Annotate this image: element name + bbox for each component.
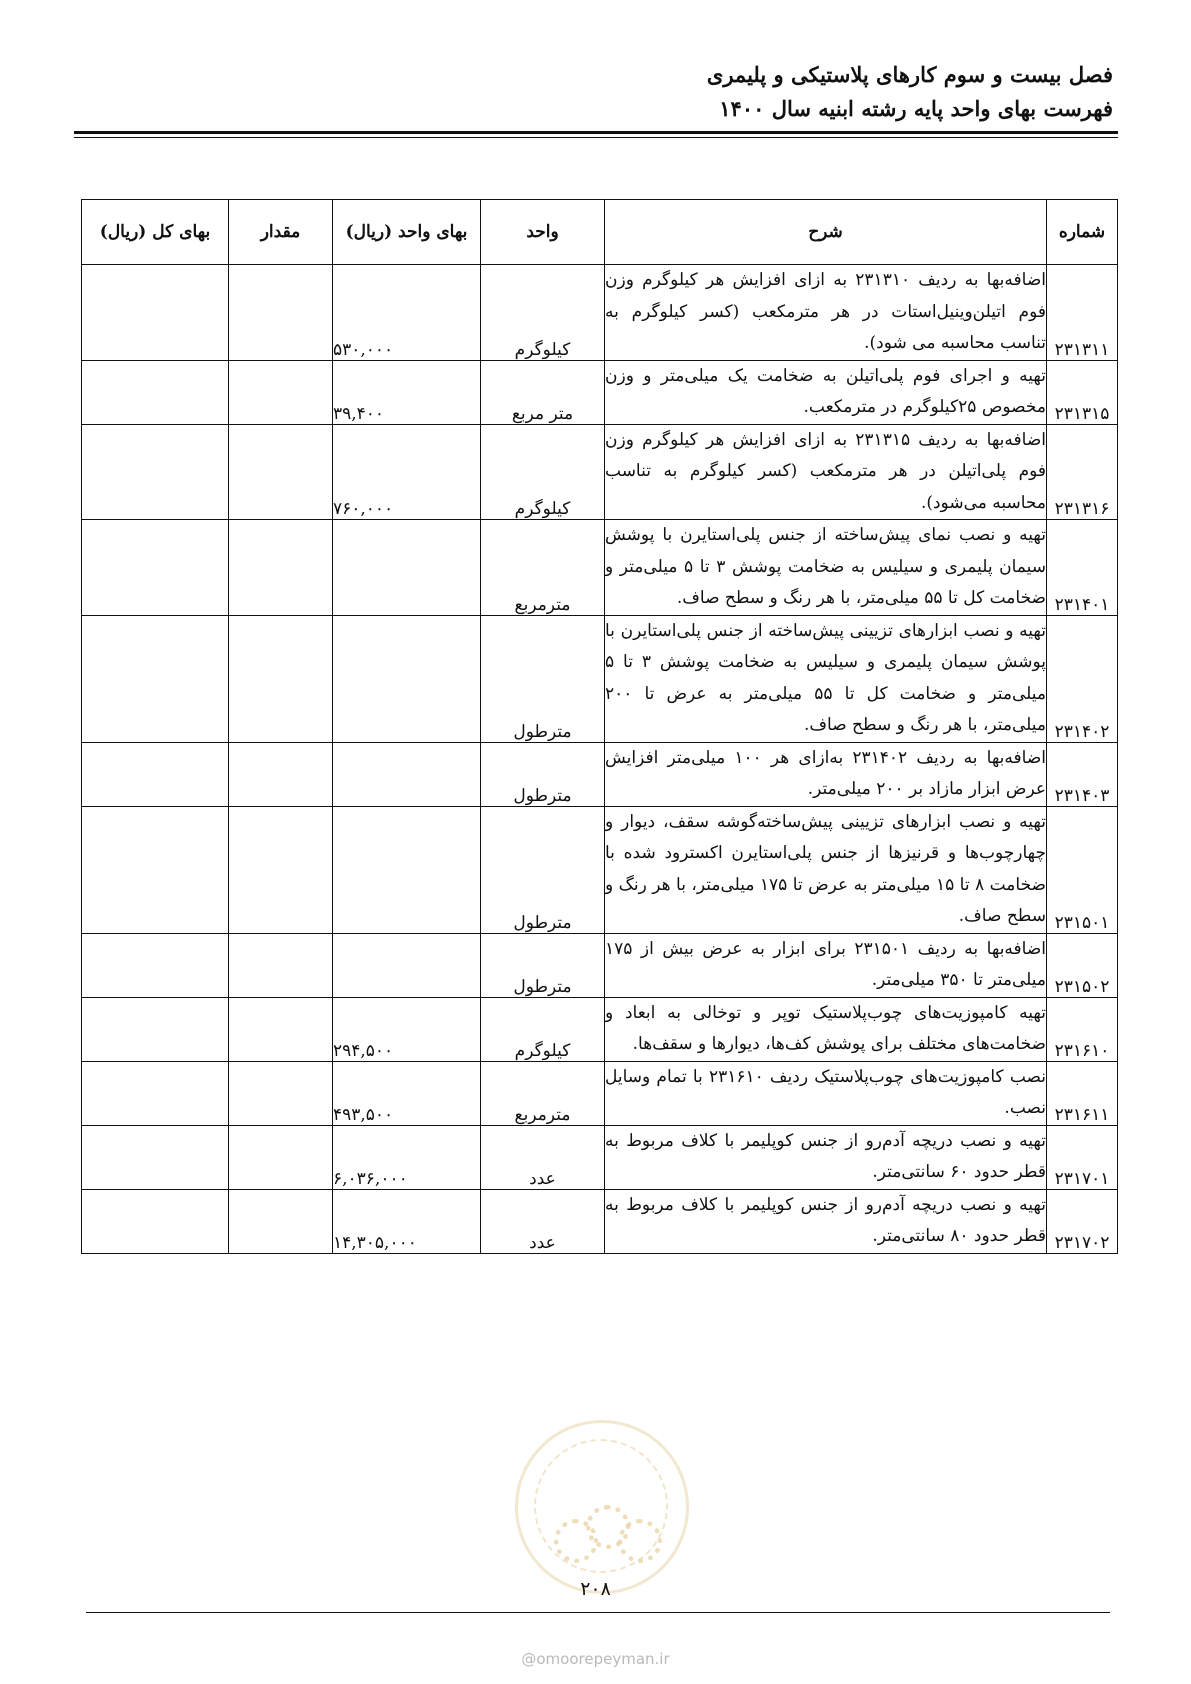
row-quantity — [229, 1189, 333, 1253]
row-unit: کیلوگرم — [481, 424, 605, 520]
row-quantity — [229, 424, 333, 520]
row-total-price — [82, 1125, 229, 1189]
row-unit-price: ۳۹,۴۰۰ — [333, 360, 481, 424]
row-unit-price: ۴۹۳,۵۰۰ — [333, 1061, 481, 1125]
row-unit-price: ۷۶۰,۰۰۰ — [333, 424, 481, 520]
row-code: ۲۳۱۳۱۱ — [1047, 265, 1118, 361]
row-unit-price: ۲۹۴,۵۰۰ — [333, 997, 481, 1061]
row-unit-price — [333, 806, 481, 933]
row-description: تهیه و نصب دریچه آدم‌رو از جنس کوپلیمر با کلاف مربوط به قطر حدود ۶۰ سانتی‌متر. — [605, 1125, 1047, 1189]
row-description: نصب کامپوزیت‌های چوب‌پلاستیک ردیف ۲۳۱۶۱۰ با تمام وسایل نصب. — [605, 1061, 1047, 1125]
column-header-total-price: بهای کل (ریال) — [82, 200, 229, 265]
table-row — [82, 1061, 1118, 1125]
row-quantity — [229, 806, 333, 933]
row-description: اضافه‌بها به ردیف ۲۳۱۵۰۱ برای ابزار به عرض بیش از ۱۷۵ میلی‌متر تا ۳۵۰ میلی‌متر. — [605, 933, 1047, 997]
row-quantity — [229, 933, 333, 997]
row-description: تهیه کامپوزیت‌های چوب‌پلاستیک توپر و توخالی به ابعاد و ضخامت‌های مختلف برای پوشش کف‌ها، دیوارها و سقف‌ها. — [605, 997, 1047, 1061]
row-code: ۲۳۱۳۱۵ — [1047, 360, 1118, 424]
gear-icon — [618, 1519, 662, 1563]
row-unit: مترطول — [481, 933, 605, 997]
row-description: تهیه و اجرای فوم پلی‌اتیلن به ضخامت یک میلی‌متر و وزن مخصوص ۲۵کیلوگرم در مترمکعب. — [605, 360, 1047, 424]
publisher-seal-watermark — [515, 1420, 689, 1594]
row-total-price — [82, 997, 229, 1061]
table-body — [82, 265, 1118, 1254]
watermark-url: @omoorepeyman.ir — [521, 1650, 670, 1668]
row-unit-price: ۱۴,۳۰۵,۰۰۰ — [333, 1189, 481, 1253]
row-quantity — [229, 520, 333, 616]
price-table — [81, 199, 1118, 1254]
row-unit: عدد — [481, 1125, 605, 1189]
row-code: ۲۳۱۷۰۲ — [1047, 1189, 1118, 1253]
row-unit-price — [333, 520, 481, 616]
row-quantity — [229, 742, 333, 806]
page-header — [83, 58, 1113, 126]
row-quantity — [229, 997, 333, 1061]
row-description: تهیه و نصب ابزارهای تزیینی پیش‌ساخته از جنس پلی‌استایرن با پوشش سیمان پلیمری و سیلیس به ضخامت پوشش ۳ تا ۵ میلی‌متر و ضخامت کل تا ۵۵ میلی‌متر به عرض تا ۲۰۰ میلی‌متر، با هر رنگ و سطح صاف. — [605, 615, 1047, 742]
row-quantity — [229, 360, 333, 424]
row-unit-price — [333, 933, 481, 997]
table-row — [82, 933, 1118, 997]
row-code: ۲۳۱۳۱۶ — [1047, 424, 1118, 520]
row-code: ۲۳۱۴۰۳ — [1047, 742, 1118, 806]
row-unit: کیلوگرم — [481, 997, 605, 1061]
row-code: ۲۳۱۶۱۰ — [1047, 997, 1118, 1061]
footer-rule — [86, 1612, 1110, 1613]
row-unit: متر مربع — [481, 360, 605, 424]
row-unit-price: ۶,۰۳۶,۰۰۰ — [333, 1125, 481, 1189]
row-unit: مترطول — [481, 806, 605, 933]
chapter-title: فصل بیست و سوم کارهای پلاستیکی و پلیمری — [706, 62, 1113, 87]
header-rule-thick — [74, 131, 1118, 134]
header-rule-thin — [74, 137, 1118, 138]
column-header-unit-price: بهای واحد (ریال) — [333, 200, 481, 265]
row-description: اضافه‌بها به ردیف ۲۳۱۴۰۲ به‌ازای هر ۱۰۰ میلی‌متر افزایش عرض ابزار مازاد بر ۲۰۰ میلی‌متر. — [605, 742, 1047, 806]
table-row — [82, 742, 1118, 806]
row-quantity — [229, 265, 333, 361]
table-row — [82, 806, 1118, 933]
row-description: تهیه و نصب ابزارهای تزیینی پیش‌ساخته‌گوشه سقف، دیوار و چهارچوب‌ها و قرنیزها از جنس پلی‌استایرن اکسترود شده با ضخامت ۸ تا ۱۵ میلی‌متر به عرض تا ۱۷۵ میلی‌متر، با هر رنگ و سطح صاف. — [605, 806, 1047, 933]
row-description: تهیه و نصب دریچه آدم‌رو از جنس کوپلیمر با کلاف مربوط به قطر حدود ۸۰ سانتی‌متر. — [605, 1189, 1047, 1253]
row-total-price — [82, 1189, 229, 1253]
table-row — [82, 424, 1118, 520]
row-total-price — [82, 742, 229, 806]
table-row — [82, 520, 1118, 616]
row-unit-price — [333, 742, 481, 806]
row-code: ۲۳۱۷۰۱ — [1047, 1125, 1118, 1189]
table-header-row — [82, 200, 1118, 265]
table-row — [82, 265, 1118, 361]
row-unit-price: ۵۳۰,۰۰۰ — [333, 265, 481, 361]
row-code: ۲۳۱۶۱۱ — [1047, 1061, 1118, 1125]
row-total-price — [82, 265, 229, 361]
row-unit: کیلوگرم — [481, 265, 605, 361]
table-row — [82, 997, 1118, 1061]
row-description: اضافه‌بها به ردیف ۲۳۱۳۱۰ به ازای افزایش هر کیلوگرم وزن فوم اتیلن‌وینیل‌استات در هر مترمکعب (کسر کیلوگرم به تناسب محاسبه می شود). — [605, 265, 1047, 361]
row-code: ۲۳۱۵۰۱ — [1047, 806, 1118, 933]
row-unit: مترطول — [481, 742, 605, 806]
row-code: ۲۳۱۵۰۲ — [1047, 933, 1118, 997]
column-header-code: شماره — [1047, 200, 1118, 265]
row-quantity — [229, 1061, 333, 1125]
page-number: ۲۰۸ — [580, 1578, 611, 1600]
row-total-price — [82, 806, 229, 933]
table-row — [82, 615, 1118, 742]
table-row — [82, 1125, 1118, 1189]
table-row — [82, 1189, 1118, 1253]
row-code: ۲۳۱۴۰۲ — [1047, 615, 1118, 742]
row-code: ۲۳۱۴۰۱ — [1047, 520, 1118, 616]
table-row — [82, 360, 1118, 424]
column-header-unit: واحد — [481, 200, 605, 265]
row-unit: عدد — [481, 1189, 605, 1253]
row-unit-price — [333, 615, 481, 742]
row-total-price — [82, 1061, 229, 1125]
row-total-price — [82, 520, 229, 616]
row-total-price — [82, 424, 229, 520]
price-list-title: فهرست بهای واحد پایه رشته ابنیه سال ۱۴۰۰ — [719, 96, 1113, 121]
row-description: اضافه‌بها به ردیف ۲۳۱۳۱۵ به ازای افزایش هر کیلوگرم وزن فوم پلی‌اتیلن در هر مترمکعب (کسر کیلوگرم به تناسب محاسبه می‌شود). — [605, 424, 1047, 520]
row-description: تهیه و نصب نمای پیش‌ساخته از جنس پلی‌استایرن با پوشش سیمان پلیمری و سیلیس به ضخامت پوشش ۳ تا ۵ میلی‌متر و ضخامت کل تا ۵۵ میلی‌متر، با هر رنگ و سطح صاف. — [605, 520, 1047, 616]
row-total-price — [82, 615, 229, 742]
row-unit: مترطول — [481, 615, 605, 742]
row-quantity — [229, 1125, 333, 1189]
column-header-description: شرح — [605, 200, 1047, 265]
row-total-price — [82, 933, 229, 997]
row-unit: مترمربع — [481, 520, 605, 616]
row-quantity — [229, 615, 333, 742]
row-unit: مترمربع — [481, 1061, 605, 1125]
column-header-quantity: مقدار — [229, 200, 333, 265]
row-total-price — [82, 360, 229, 424]
